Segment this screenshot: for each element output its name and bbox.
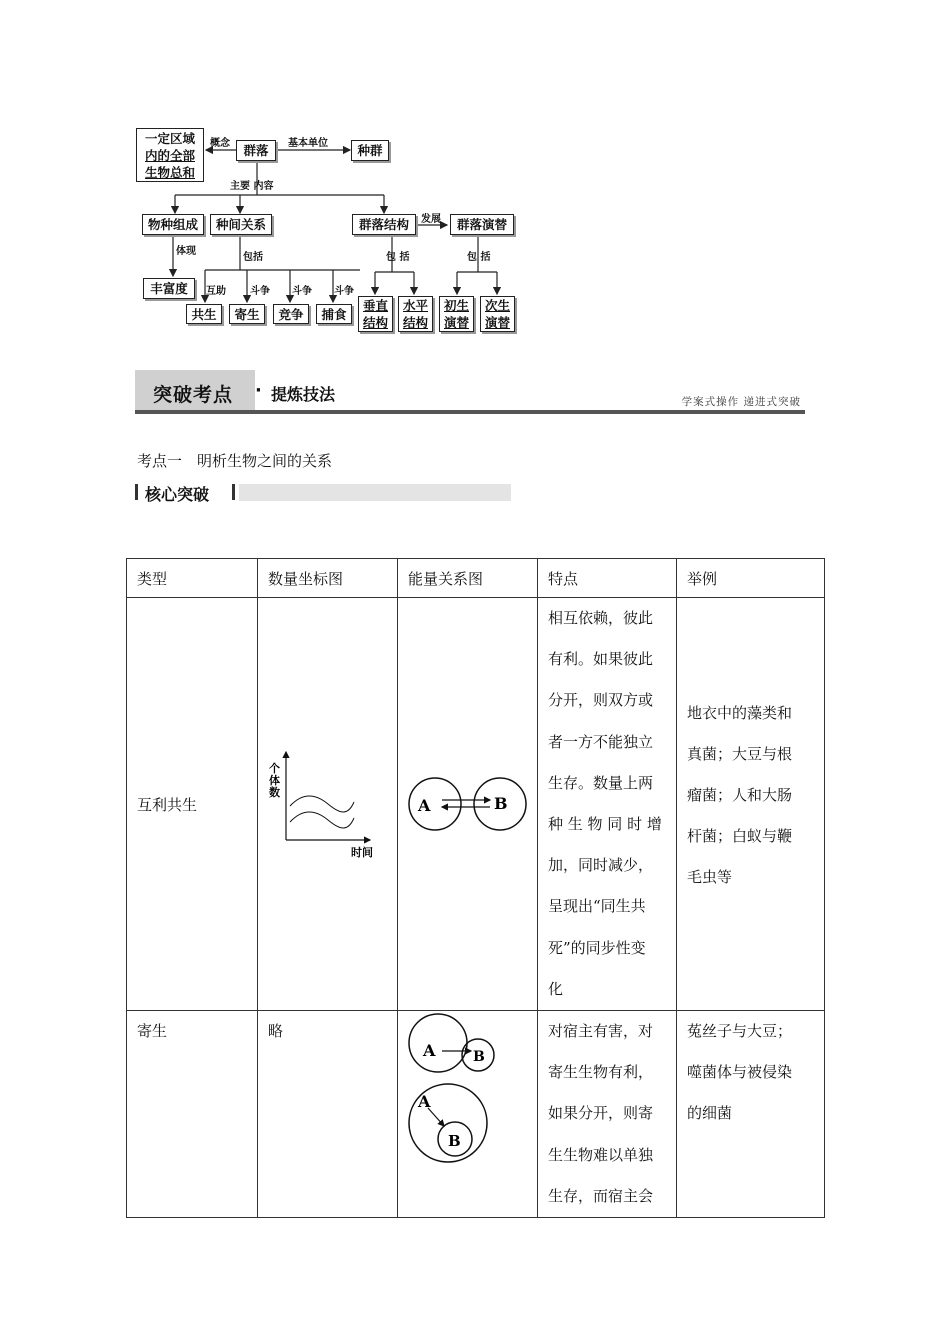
row2-graph: 略 [258,1011,398,1218]
label-include-1: 包括 [243,252,263,263]
label-a-top: A [423,1041,436,1061]
box-community: 群落 [236,140,276,161]
label-struggle-1: 斗争 [250,286,270,297]
box-species-composition: 物种组成 [142,214,204,235]
table-row [127,1011,825,1218]
mutualism-energy-diagram [398,769,537,839]
feature-line: 有利。如果彼此 [548,650,654,669]
banner-title: 突破考点 [153,384,234,406]
feature-line: 分开，则双方或 [548,691,654,710]
feature-line: 生生物难以单独 [548,1145,654,1164]
example-line: 瘤菌；人和大肠 [687,786,793,804]
hexin-right-bar [232,484,235,500]
relations-table [126,558,825,1218]
example-line: 的细菌 [687,1104,733,1123]
hexin-title: 核心突破 [145,485,210,504]
label-include-2: 包 括 [386,252,410,263]
example-line: 杆菌；白蚁与鞭 [687,827,793,845]
header-example: 举例 [677,559,825,598]
example-line: 毛虫等 [687,868,733,886]
box-vertical-line1: 垂直 [362,298,388,313]
row2-feature [538,1011,677,1218]
box-interspecies: 种间关系 [210,214,272,235]
label-a: A [418,796,431,816]
graph-ylabel-2: 体 [269,774,280,788]
box-horizontal-line1: 水平 [402,298,428,313]
box-predation: 捕食 [316,304,352,324]
box-competition: 竞争 [273,304,309,324]
label-main-content: 主要 内容 [230,181,274,192]
row1-type: 互利共生 [127,598,258,1011]
header-type: 类型 [127,559,258,598]
box-richness: 丰富度 [143,278,195,299]
example-line: 真菌；大豆与根 [687,745,793,763]
banner-subtitle: 提炼技法 [271,385,336,404]
section-banner [135,370,805,414]
row1-feature [538,598,677,1011]
graph-curve-2 [290,812,354,828]
hexin-left-bar [135,484,138,500]
table-row [127,598,825,1011]
banner-underline [135,410,805,414]
example-line: 噬菌体与被侵染 [687,1063,793,1082]
circle-a-top [409,1014,467,1072]
label-struggle-2: 斗争 [292,286,312,297]
graph-xlabel: 时间 [351,846,373,860]
row1-example [677,598,825,1011]
label-mutual-aid: 互助 [206,286,226,297]
box-primary-line1: 初生 [443,298,469,313]
box-primary-line2: 演替 [443,315,469,330]
row2-energy [398,1011,538,1218]
feature-line: 对宿主有害，对 [548,1022,654,1041]
feature-line: 加，同时减少， [548,856,654,875]
header-graph: 数量坐标图 [258,559,398,598]
feature-line: 寄生生物有利， [548,1063,654,1082]
graph-ylabel-1: 个 [269,762,280,776]
hexin-grey-bar [239,484,511,501]
label-concept: 概念 [210,138,230,149]
label-embody: 体现 [176,246,196,257]
box-region-line3: 生物总和 [144,164,195,180]
table-header-row [127,559,825,598]
feature-line: 生存。数量上两 [548,773,654,792]
example-line: 地衣中的藻类和 [687,704,793,722]
label-basic-unit: 基本单位 [288,138,328,149]
feature-line: 生存，而宿主会 [548,1186,654,1205]
label-b: B [494,794,508,814]
feature-line: 呈现出“同生共 [548,897,646,916]
row2-example [677,1011,825,1218]
box-population: 种群 [351,140,389,161]
box-mutualism: 共生 [186,304,222,324]
box-secondary-line2: 演替 [484,315,510,330]
kaodian-heading: 考点一 明析生物之间的关系 [137,452,333,470]
example-line: 菟丝子与大豆； [687,1022,793,1041]
box-structure: 群落结构 [352,214,416,235]
mutualism-population-graph [258,744,397,864]
feature-line: 死”的同步性变 [548,938,646,957]
circle-a [409,778,461,830]
hexin-heading [135,482,515,502]
box-region-line1: 一定区域 [144,130,195,146]
label-b-top: B [473,1049,485,1066]
label-struggle-3: 斗争 [334,286,354,297]
graph-curve-1 [290,796,354,812]
box-horizontal-line2: 结构 [402,315,428,330]
box-vertical [358,296,393,332]
feature-line: 如果分开，则寄 [548,1104,654,1123]
box-primary [439,296,474,332]
box-succession: 群落演替 [450,214,514,235]
banner-right-text: 学案式操作 递进式突破 [681,396,801,408]
parasitism-energy-diagram [398,1011,537,1171]
graph-ylabel-3: 数 [269,786,280,800]
label-develop: 发展 [421,214,441,225]
label-b-bottom: B [448,1132,461,1151]
box-secondary [480,296,515,332]
label-include-3: 包 括 [467,252,491,263]
header-energy: 能量关系图 [398,559,538,598]
row1-energy [398,598,538,1011]
box-region-line2: 内的全部 [144,147,195,163]
feature-line: 种 生 物 同 时 增 [548,815,662,834]
box-region [136,128,204,182]
box-secondary-line1: 次生 [484,298,510,313]
box-horizontal [398,296,433,332]
feature-line: 相互依赖，彼此 [548,609,654,627]
row1-graph [258,598,398,1011]
label-a-bottom: A [418,1092,431,1112]
banner-dot: · [255,380,262,401]
box-parasitism: 寄生 [229,304,265,324]
feature-line: 化 [548,979,564,998]
feature-line: 者一方不能独立 [548,732,654,751]
row2-type: 寄生 [127,1011,258,1218]
box-vertical-line2: 结构 [362,315,388,330]
header-feature: 特点 [538,559,677,598]
